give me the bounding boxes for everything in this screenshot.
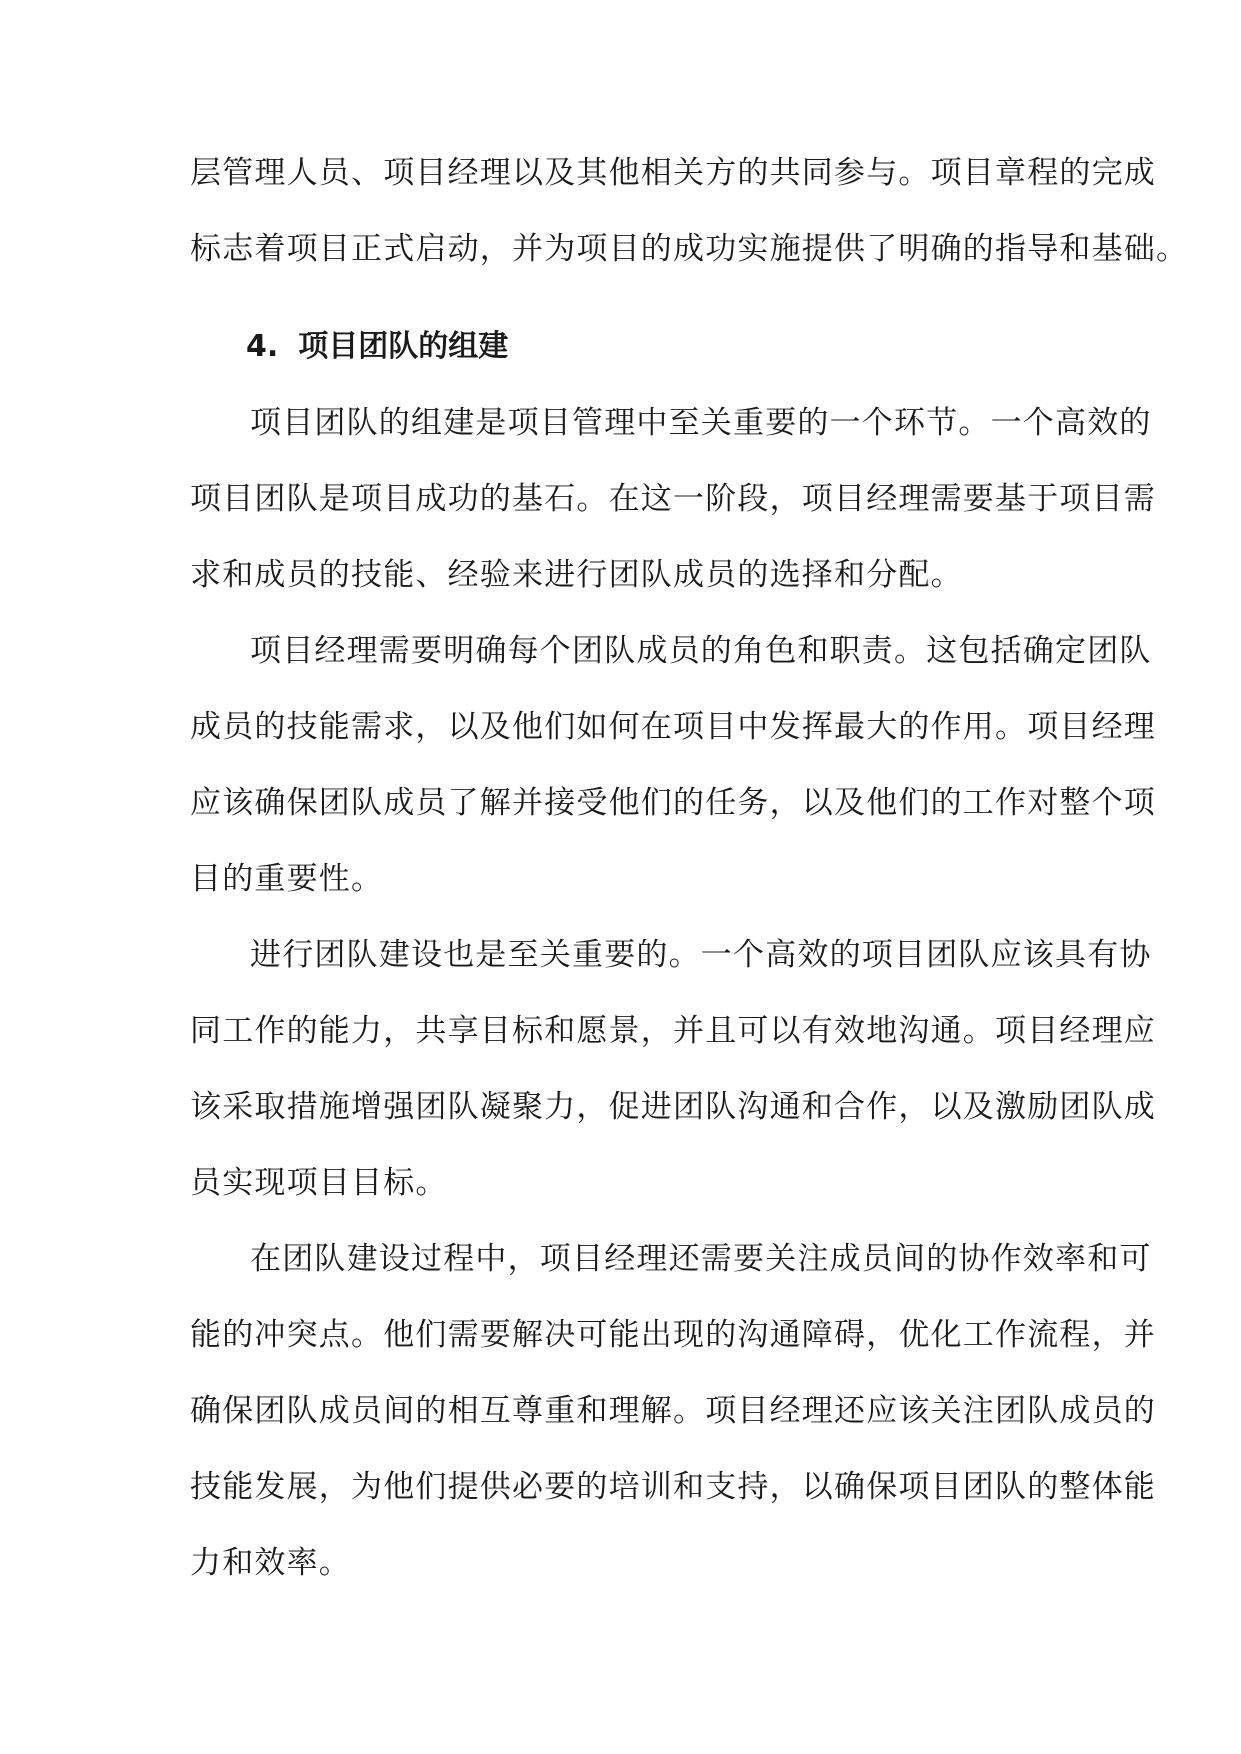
text-line: 进行团队建设也是至关重要的。一个高效的项目团队应该具有协 <box>250 937 1152 973</box>
text-line: 项目经理需要明确每个团队成员的角色和职责。这包括确定团队 <box>250 633 1152 669</box>
text-line: 在团队建设过程中，项目经理还需要关注成员间的协作效率和可 <box>250 1241 1152 1277</box>
text-line: 能的冲突点。他们需要解决可能出现的沟通障碍，优化工作流程，并 <box>190 1317 1156 1353</box>
section-heading <box>190 309 1050 385</box>
paragraph-1 <box>190 385 1156 613</box>
text-line: 目的重要性。 <box>190 861 384 897</box>
section-title: 项目团队的组建 <box>298 329 509 364</box>
text-line: 同工作的能力，共享目标和愿景，并且可以有效地沟通。项目经理应 <box>190 1013 1156 1049</box>
document-page <box>190 135 1189 1601</box>
text-line: 层管理人员、项目经理以及其他相关方的共同参与。项目章程的完成 <box>190 155 1156 191</box>
text-line: 应该确保团队成员了解并接受他们的任务，以及他们的工作对整个项 <box>190 785 1156 821</box>
paragraph-4 <box>190 1221 1156 1601</box>
paragraph-2 <box>190 613 1156 917</box>
section-number: 4. <box>246 329 279 364</box>
paragraph-3 <box>190 917 1156 1221</box>
text-line: 标志着项目正式启动，并为项目的成功实施提供了明确的指导和基础。 <box>190 231 1189 267</box>
text-line: 该采取措施增强团队凝聚力，促进团队沟通和合作，以及激励团队成 <box>190 1089 1156 1125</box>
text-line: 项目团队的组建是项目管理中至关重要的一个环节。一个高效的 <box>250 405 1152 441</box>
text-line: 成员的技能需求，以及他们如何在项目中发挥最大的作用。项目经理 <box>190 709 1156 745</box>
text-line: 求和成员的技能、经验来进行团队成员的选择和分配。 <box>190 557 963 593</box>
text-line: 员实现项目目标。 <box>190 1165 448 1201</box>
text-line: 技能发展，为他们提供必要的培训和支持，以确保项目团队的整体能 <box>190 1469 1156 1505</box>
intro-paragraph <box>190 135 1189 287</box>
text-line: 项目团队是项目成功的基石。在这一阶段，项目经理需要基于项目需 <box>190 481 1156 517</box>
text-line: 确保团队成员间的相互尊重和理解。项目经理还应该关注团队成员的 <box>190 1393 1156 1429</box>
text-line: 力和效率。 <box>190 1545 351 1581</box>
